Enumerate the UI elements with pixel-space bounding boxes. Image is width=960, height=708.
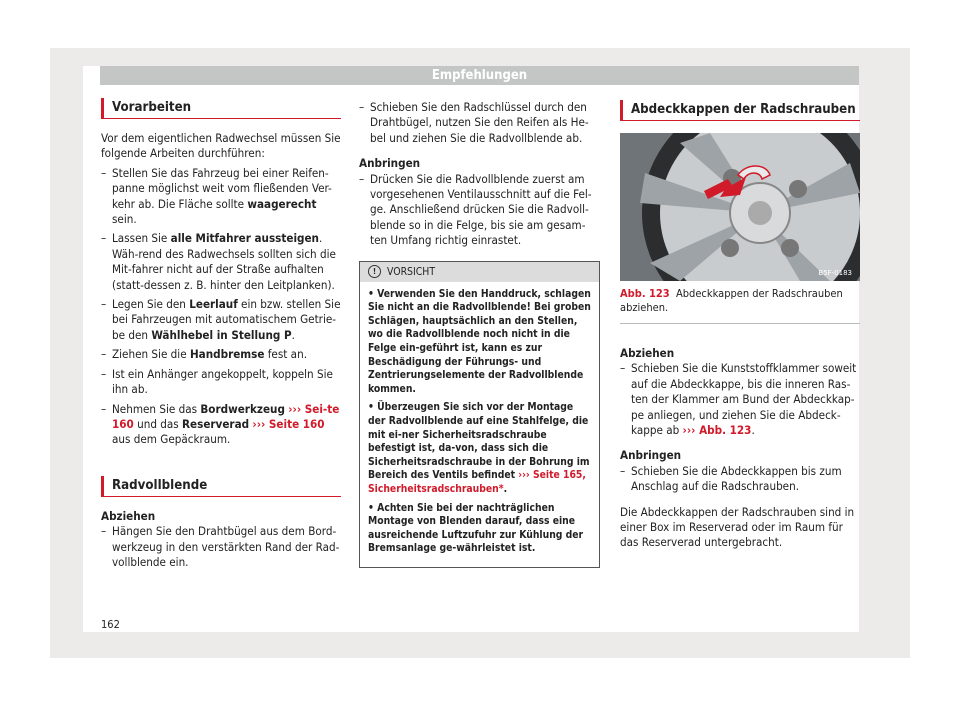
figure-link[interactable]: ››› Abb. 123 bbox=[682, 423, 752, 438]
warning-header bbox=[360, 262, 599, 282]
list-item: – Stellen Sie das Fahrzeug bei einer Reifen-panne möglichst weit vom fließenden Ver-kehr ab. Die Fläche sollte waagerecht sein. bbox=[101, 166, 341, 228]
wheel-illustration bbox=[620, 133, 860, 281]
list-item: – Schieben Sie die Kunststoffklammer soweit auf die Abdeckkappe, bis die inneren Ras-ten der Klammer am Bund der Abdeckkap-pe anliegen, und ziehen Sie die Abdeck-kappe ab ››› Abb. 123. bbox=[620, 361, 860, 438]
list-item: – Ziehen Sie die Handbremse fest an. bbox=[101, 347, 341, 362]
section-title-abdeckkappen: Abdeckkappen der Radschrauben bbox=[620, 100, 860, 121]
warning-item: • Überzeugen Sie sich vor der Montage der Radvollblende auf eine Stahlfelge, die mit ei-ner Sicherheitsradschraube befestigt ist, da-von, dass sich die Sicherheitsradschraube in der Bohrung im Bereich des Ventils befindet ››› Seite 165, Sicherheitsradschrauben*. bbox=[368, 401, 590, 495]
figure-code: B5F-0183 bbox=[818, 269, 852, 277]
subheading-abziehen: Abziehen bbox=[620, 346, 675, 360]
warning-body bbox=[360, 282, 599, 567]
page-link[interactable]: ››› Sei-te 160 bbox=[112, 401, 340, 431]
section-title-radvollblende: Radvollblende bbox=[101, 476, 341, 497]
note-text: Die Abdeckkappen der Radschrauben sind in einer Box im Reserverad oder im Raum für das Reserverad untergebracht. bbox=[620, 504, 855, 550]
page-link[interactable]: ››› Seite 165, Sicherheitsradschrauben* bbox=[368, 469, 586, 495]
warning-box bbox=[359, 261, 600, 568]
list-item: – Lassen Sie alle Mitfahrer aussteigen. Wäh-rend des Radwechsels sollten sich die Mit-fahrer nicht auf der Straße aufhalten (statt-dessen z. B. hinter den Leitplanken). bbox=[101, 231, 341, 293]
warning-icon: ! bbox=[368, 265, 381, 278]
list-item: – Drücken Sie die Radvollblende zuerst am vorgesehenen Ventilausschnitt auf die Fel-ge. Anschließend drücken Sie die Radvoll-blende so in die Felge, bis sie am gesam-ten Umfang richtig einrastet. bbox=[359, 172, 600, 249]
list-item: – Schieben Sie die Abdeckkappen bis zum Anschlag auf die Radschrauben. bbox=[620, 464, 860, 495]
intro-text: Vor dem eigentlichen Radwechsel müssen Sie folgende Arbeiten durchführen: bbox=[101, 131, 341, 161]
wheel-figure bbox=[620, 133, 860, 281]
list-item: – Ist ein Anhänger angekoppelt, koppeln Sie ihn ab. bbox=[101, 367, 341, 398]
list-item: – Nehmen Sie das Bordwerkzeug ››› Sei-te 160 und das Reserverad ››› Seite 160 aus dem Gepäckraum. bbox=[101, 402, 341, 448]
column-2 bbox=[359, 100, 600, 568]
list-item: – Schieben Sie den Radschlüssel durch den Drahtbügel, nutzen Sie den Reifen als He-bel und ziehen Sie die Radvollblende ab. bbox=[359, 100, 600, 146]
subheading-anbringen: Anbringen bbox=[359, 156, 421, 171]
warning-title: VORSICHT bbox=[387, 265, 436, 278]
chapter-header: Empfehlungen bbox=[100, 66, 859, 85]
column-3 bbox=[620, 100, 860, 555]
warning-item: • Achten Sie bei der nachträglichen Montage von Blenden darauf, dass eine ausreichende Luftzufuhr zur Kühlung der Bremsanlage ge-währleistet ist. bbox=[368, 501, 584, 555]
caption-label: Abb. 123 bbox=[620, 287, 670, 300]
list-item: – Legen Sie den Leerlauf ein bzw. stellen Sie bei Fahrzeugen mit automatischem Getrie-be den Wählhebel in Stellung P. bbox=[101, 297, 341, 343]
figure-caption: Abb. 123 Abdeckkappen der Radschrauben abziehen. bbox=[620, 287, 860, 324]
page-link[interactable]: ››› Seite 160 bbox=[252, 416, 325, 431]
column-1 bbox=[101, 98, 341, 574]
warning-item: • Verwenden Sie den Handdruck, schlagen Sie nicht an die Radvollblende! Bei groben Schlägen, hauptsächlich an den Stellen, wo die Radvollblende noch nicht in die Felge ein-geführt ist, kann es zur Beschädigung der Führungs- und Zentrierungselemente der Radvollblende kommen. bbox=[368, 287, 591, 395]
subheading-anbringen: Anbringen bbox=[620, 448, 682, 463]
list-item: – Hängen Sie den Drahtbügel aus dem Bord-werkzeug in den verstärkten Rand der Rad-vollblende ein. bbox=[101, 524, 341, 570]
section-title-vorarbeiten: Vorarbeiten bbox=[101, 98, 341, 119]
subheading-abziehen: Abziehen bbox=[101, 508, 156, 523]
page-number: 162 bbox=[101, 618, 120, 631]
